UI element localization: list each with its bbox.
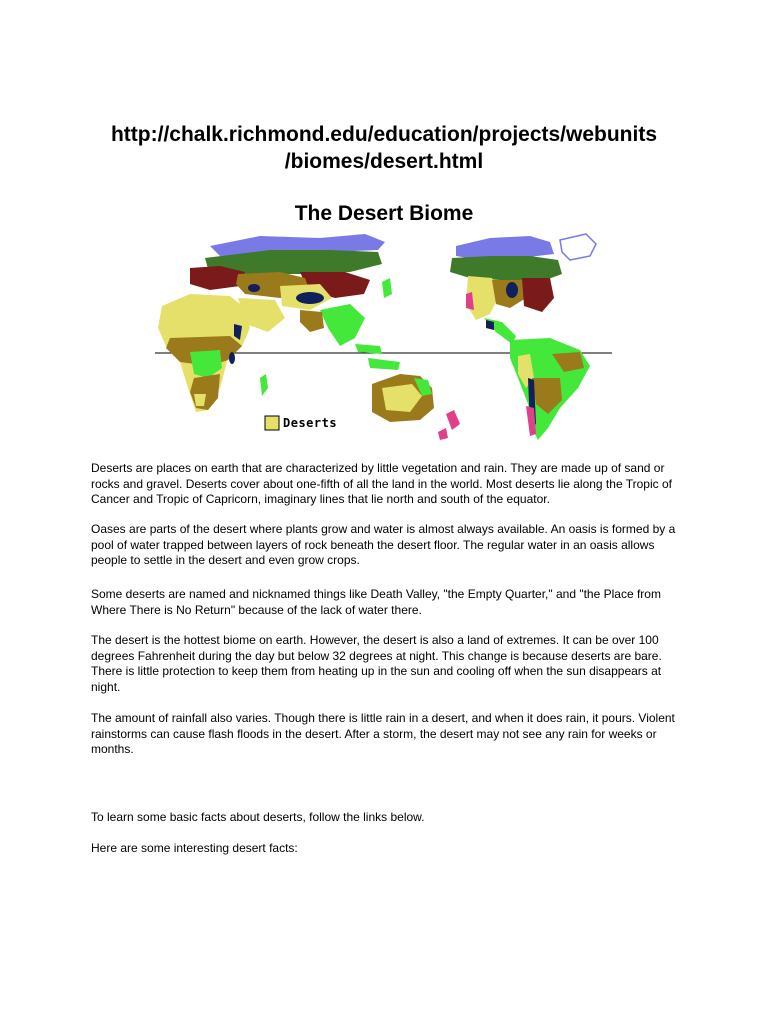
greenland-landmass bbox=[560, 234, 596, 260]
south-america-landmass bbox=[510, 338, 590, 440]
world-biome-map bbox=[150, 228, 620, 446]
paragraph-desert-definition: Deserts are places on earth that are characterized by little vegetation and rain. They are made up of sand or rocks and gravel. Deserts cover about one-fifth of all the land in the world. Most deserts lie along the Tropic of Cancer and Tropic of Capricorn, imaginary lines that lie north and south of the equator. bbox=[91, 461, 672, 506]
paragraph-links-intro: To learn some basic facts about deserts, follow the links below. bbox=[91, 810, 425, 824]
paragraph-desert-names: Some deserts are named and nicknamed things like Death Valley, "the Empty Quarter," and "the Place from Where There is No Return" because of the lack of water there. bbox=[91, 587, 661, 617]
legend-label-deserts: Deserts bbox=[283, 416, 338, 430]
paragraph-rainfall: The amount of rainfall also varies. Though there is little rain in a desert, and when it does rain, it pours. Violent rainstorms can cause flash floods in the desert. After a storm, the desert may not see any rain for weeks or months. bbox=[91, 711, 675, 756]
australia-landmass bbox=[372, 374, 460, 440]
paragraph-temperature: The desert is the hottest biome on earth. However, the desert is also a land of extremes. It can be over 100 degrees Fahrenheit during the day but below 32 degrees at night. This change is because deserts are bare. There is little protection to keep them from heating up in the sun and cooling off when the sun disappears at night. bbox=[91, 633, 662, 694]
north-america-landmass bbox=[450, 236, 562, 344]
paragraph-facts-intro: Here are some interesting desert facts: bbox=[91, 841, 298, 855]
source-url-line-2: /biomes/desert.html bbox=[284, 150, 484, 173]
source-url-heading bbox=[60, 121, 708, 175]
paragraph-oases: Oases are parts of the desert where plants grow and water is almost always available. An oasis is formed by a pool of water trapped between layers of rock beneath the desert floor. The regular water in an oasis allows people to settle in the desert and even grow crops. bbox=[91, 522, 676, 567]
map-legend bbox=[265, 416, 337, 430]
legend-swatch-deserts bbox=[265, 416, 279, 430]
source-url-line-1: http://chalk.richmond.edu/education/projects/webunits bbox=[110, 123, 658, 146]
page-title: The Desert Biome bbox=[294, 202, 474, 225]
